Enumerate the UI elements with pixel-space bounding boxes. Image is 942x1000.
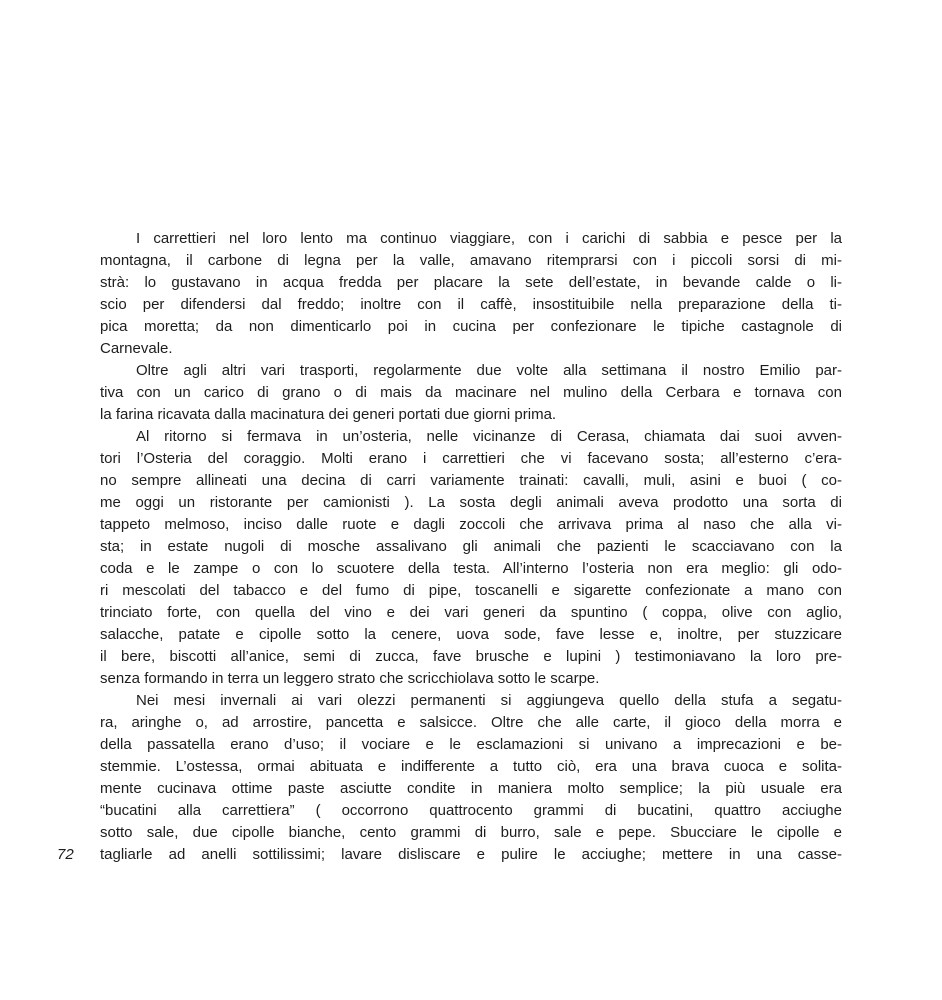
paragraph-3 xyxy=(100,426,842,690)
paragraph-4 xyxy=(100,690,842,866)
text-line: stemmie. L’ostessa, ormai abituata e indifferente a tutto ciò, era una brava cuoca e solita- xyxy=(100,758,842,775)
text-line: Al ritorno si fermava in un’osteria, nelle vicinanze di Cerasa, chiamata dai suoi avven- xyxy=(136,428,842,445)
text-line: mente cucinava ottime paste asciutte condite in maniera molto semplice; la più usuale era xyxy=(100,780,842,797)
text-line: me oggi un ristorante per camionisti ). La sosta degli animali aveva prodotto una sorta di xyxy=(100,494,842,511)
text-line: tagliarle ad anelli sottilissimi; lavare disliscare e pulire le acciughe; mettere in una casse- xyxy=(100,846,842,863)
text-line: strà: lo gustavano in acqua fredda per placare la sete dell’estate, in bevande calde o li- xyxy=(100,274,842,291)
paragraph-1 xyxy=(100,228,842,360)
paragraph-2 xyxy=(100,360,842,426)
text-line: salacche, patate e cipolle sotto la cenere, uova sode, fave lesse e, inoltre, per stuzzicare xyxy=(100,626,842,643)
text-line: I carrettieri nel loro lento ma continuo viaggiare, con i carichi di sabbia e pesce per la xyxy=(136,230,842,247)
text-line: montagna, il carbone di legna per la valle, amavano ritemprarsi con i piccoli sorsi di mi- xyxy=(100,252,842,269)
text-line: tiva con un carico di grano o di mais da macinare nel mulino della Cerbara e tornava con xyxy=(100,384,842,401)
text-line: pica moretta; da non dimenticarlo poi in cucina per confezionare le tipiche castagnole di xyxy=(100,318,842,335)
text-line: Carnevale. xyxy=(100,340,173,357)
text-line: tappeto melmoso, inciso dalle ruote e dagli zoccoli che arrivava prima al naso che alla vi- xyxy=(100,516,842,533)
text-line: della passatella erano d’uso; il vociare e le esclamazioni si univano a imprecazioni e be- xyxy=(100,736,842,753)
text-line: Oltre agli altri vari trasporti, regolarmente due volte alla settimana il nostro Emilio par- xyxy=(136,362,842,379)
text-line: senza formando in terra un leggero strato che scricchiolava sotto le scarpe. xyxy=(100,670,600,687)
text-line: il bere, biscotti all’anice, semi di zucca, fave brusche e lupini ) testimoniavano la loro pre- xyxy=(100,648,842,665)
page-number: 72 xyxy=(57,846,74,863)
text-block xyxy=(100,228,842,866)
text-line: coda e le zampe o con lo scuotere della testa. All’interno l’osteria non era meglio: gli odo- xyxy=(100,560,842,577)
text-line: la farina ricavata dalla macinatura dei generi portati due giorni prima. xyxy=(100,406,557,423)
text-line: trinciato forte, con quella del vino e dei vari generi da spuntino ( coppa, olive con aglio, xyxy=(100,604,842,621)
text-line: sta; in estate nugoli di mosche assalivano gli animali che pazienti le scacciavano con la xyxy=(100,538,842,555)
text-line: Nei mesi invernali ai vari olezzi permanenti si aggiungeva quello della stufa a segatu- xyxy=(136,692,842,709)
text-line: “bucatini alla carrettiera” ( occorrono quattrocento grammi di bucatini, quattro acciughe xyxy=(100,802,842,819)
text-line: scio per difendersi dal freddo; inoltre con il caffè, insostituibile nella preparazione della ti- xyxy=(100,296,842,313)
text-line: ri mescolati del tabacco e del fumo di pipe, toscanelli e sigarette confezionate a mano con xyxy=(100,582,842,599)
text-line: tori l’Osteria del coraggio. Molti erano i carrettieri che vi facevano sosta; all’esterno c’era- xyxy=(100,450,842,467)
text-line: sotto sale, due cipolle bianche, cento grammi di burro, sale e pepe. Sbucciare le cipolle e xyxy=(100,824,842,841)
text-line: ra, aringhe o, ad arrostire, pancetta e salsicce. Oltre che alle carte, il gioco della morra e xyxy=(100,714,842,731)
text-line: no sempre allineati una decina di carri variamente trainati: cavalli, muli, asini e buoi ( co- xyxy=(100,472,842,489)
